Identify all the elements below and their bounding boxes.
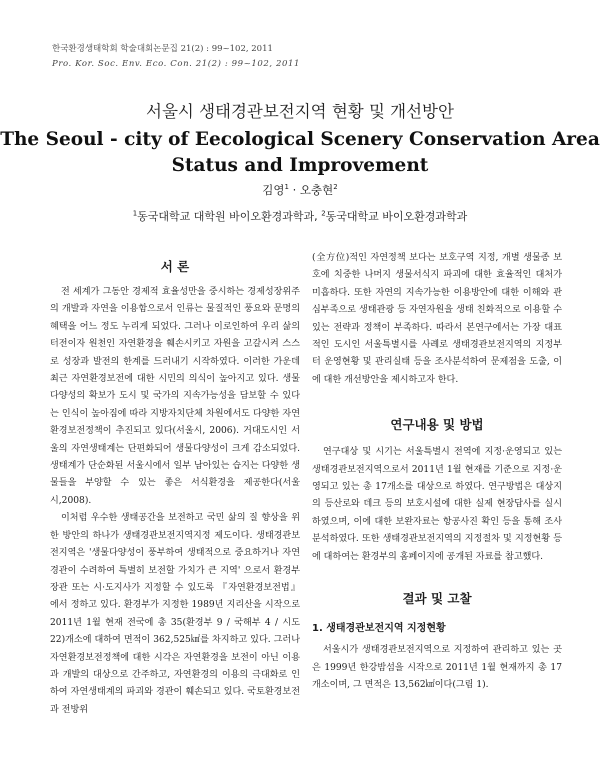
author-2: 오충현 [299,183,334,197]
right-column [312,250,562,694]
affiliation-1: 동국대학교 대학원 바이오환경과학과, [137,210,322,223]
journal-citation-english: Pro. Kor. Soc. Env. Eco. Con. 21(2) : 99~102, 2011 [52,59,301,69]
paper-title-english: The Seoul - city of Eecological Scenery Conservation Area Status and Improvement [0,129,600,176]
journal-citation [52,42,300,72]
affiliation-1-mark: 1 [132,209,138,218]
left-column [50,250,300,719]
author-list [0,182,600,198]
subsection-heading-designation-status: 1. 생태경관보전지역 지정현황 [312,623,446,635]
section-heading-methods: 연구내용 및 방법 [390,417,484,433]
methods-paragraph: 연구대상 및 시기는 서울특별시 전역에 지정·운영되고 있는 생태경관보전지역으로서 2011년 1월 현재를 기준으로 지정·운영되고 있는 총 17개소를 대상으로 하였다. 연구방법은 대상지의 등산로와 데크 등의 보호시설에 대한 실제 현장답사를 실시하였으며, 이에 대한 보완자료는 항공사진 확인 등을 통해 조사분석하였다. 또한 생태경관보전지역의 지정절차 및 지정현황 등에 대하여는 환경부의 홈페이지에 공개된 자료를 참고했다. [312,447,562,562]
journal-citation-korean: 한국환경생태학회 학술대회논문집 21(2) : 99~102, 2011 [52,44,273,54]
author-2-affiliation-mark: 2 [333,183,338,192]
results-paragraph: 서울시가 생태경관보전지역으로 지정하여 관리하고 있는 곳은 1999년 한강밤섬을 시작으로 2011년 1월 현재까지 총 17개소이며, 그 면적은 13,562㎢이다(그림 1). [312,645,562,690]
introduction-paragraph-1: 전 세계가 그동안 경제적 효율성만을 중시하는 경제성장위주의 개발과 자연을 이용함으로서 인류는 물질적인 풍요와 문명의 혜택을 어느 정도 누리게 되었다. 그러나 이로인하여 우리 삶의 터전이자 원천인 자연환경을 훼손시키고 자원을 고갈시켜 스스로 성장과 발전의 한계를 드러내기 시작하였다. 이러한 가운데 최근 자연환경보전에 대한 시민의 의식이 높아지고 있다. 생물다양성의 확보가 도시 및 국가의 지속가능성을 담보할 수 있다는 인식이 높아짐에 따라 지방자치단체 차원에서도 다양한 자연환경보전정책이 추진되고 있다(서울시, 2006). 거대도시인 서울의 자연생태계는 단편화되어 생물다양성이 크게 감소되었다. 생태계가 단순화된 서울시에서 일부 남아있는 습지는 다양한 생물들을 부양할 수 있는 좋은 서식환경을 제공한다(서울시,2008). [50,287,300,506]
introduction-paragraph-2-continued: (全方位)적인 자연정책 보다는 보호구역 지정, 개별 생물종 보호에 치중한 나머지 생물서식지 파괴에 대한 효율적인 대처가 미흡하다. 또한 자연의 지속가능한 이용방안에 대한 이해와 관심부족으로 생태관광 등 자연자원을 생태 친화적으로 이용할 수 있는 전략과 정책이 부족하다. 따라서 본연구에서는 가장 대표적인 도시인 서울특별시를 사례로 생태경관보전지역의 지정부터 운영현황 및 관리실태 등을 조사분석하여 문제점을 도출, 이에 대한 개선방안을 제시하고자 한다. [312,253,562,385]
introduction-paragraph-2: 이처럼 우수한 생태공간을 보전하고 국민 삶의 질 향상을 위한 방안의 하나가 생태경관보전지역지정 제도이다. 생태경관보전지역은 '생물다양성이 풍부하여 생태적으로 중요하거나 자연경관이 수려하여 특별히 보전할 가치가 큰 지역' 으로서 환경부장관 또는 시·도지사가 지정할 수 있도록 『자연환경보전법』 에서 정하고 있다. 환경부가 지정한 1989년 지리산을 시작으로 2011년 1월 현재 전국에 총 35(환경부 9 / 국해부 4 / 시도 22)개소에 대하여 면적이 362,525㎢를 차지하고 있다. 그러나 자연환경보전정책에 대한 시각은 자연환경을 보전이 아닌 이용과 개발의 대상으로 간주하고, 자연환경의 이용의 극대화로 인하여 자연생태계의 파괴와 경관이 훼손되고 있다. 국토환경보전과 전방위 [50,513,300,715]
author-1-affiliation-mark: 1 [284,183,289,192]
affiliation-2-mark: 2 [321,209,326,218]
author-1: 김영 [262,183,285,197]
author-separator: · [288,183,300,197]
section-heading-introduction: 서 론 [160,259,190,274]
affiliation-2: 동국대학교 바이오환경과학과 [325,210,468,223]
affiliation-line [0,208,600,224]
paper-title-korean: 서울시 생태경관보전지역 현황 및 개선방안 [146,102,454,121]
section-heading-results: 결과 및 고찰 [402,591,472,607]
